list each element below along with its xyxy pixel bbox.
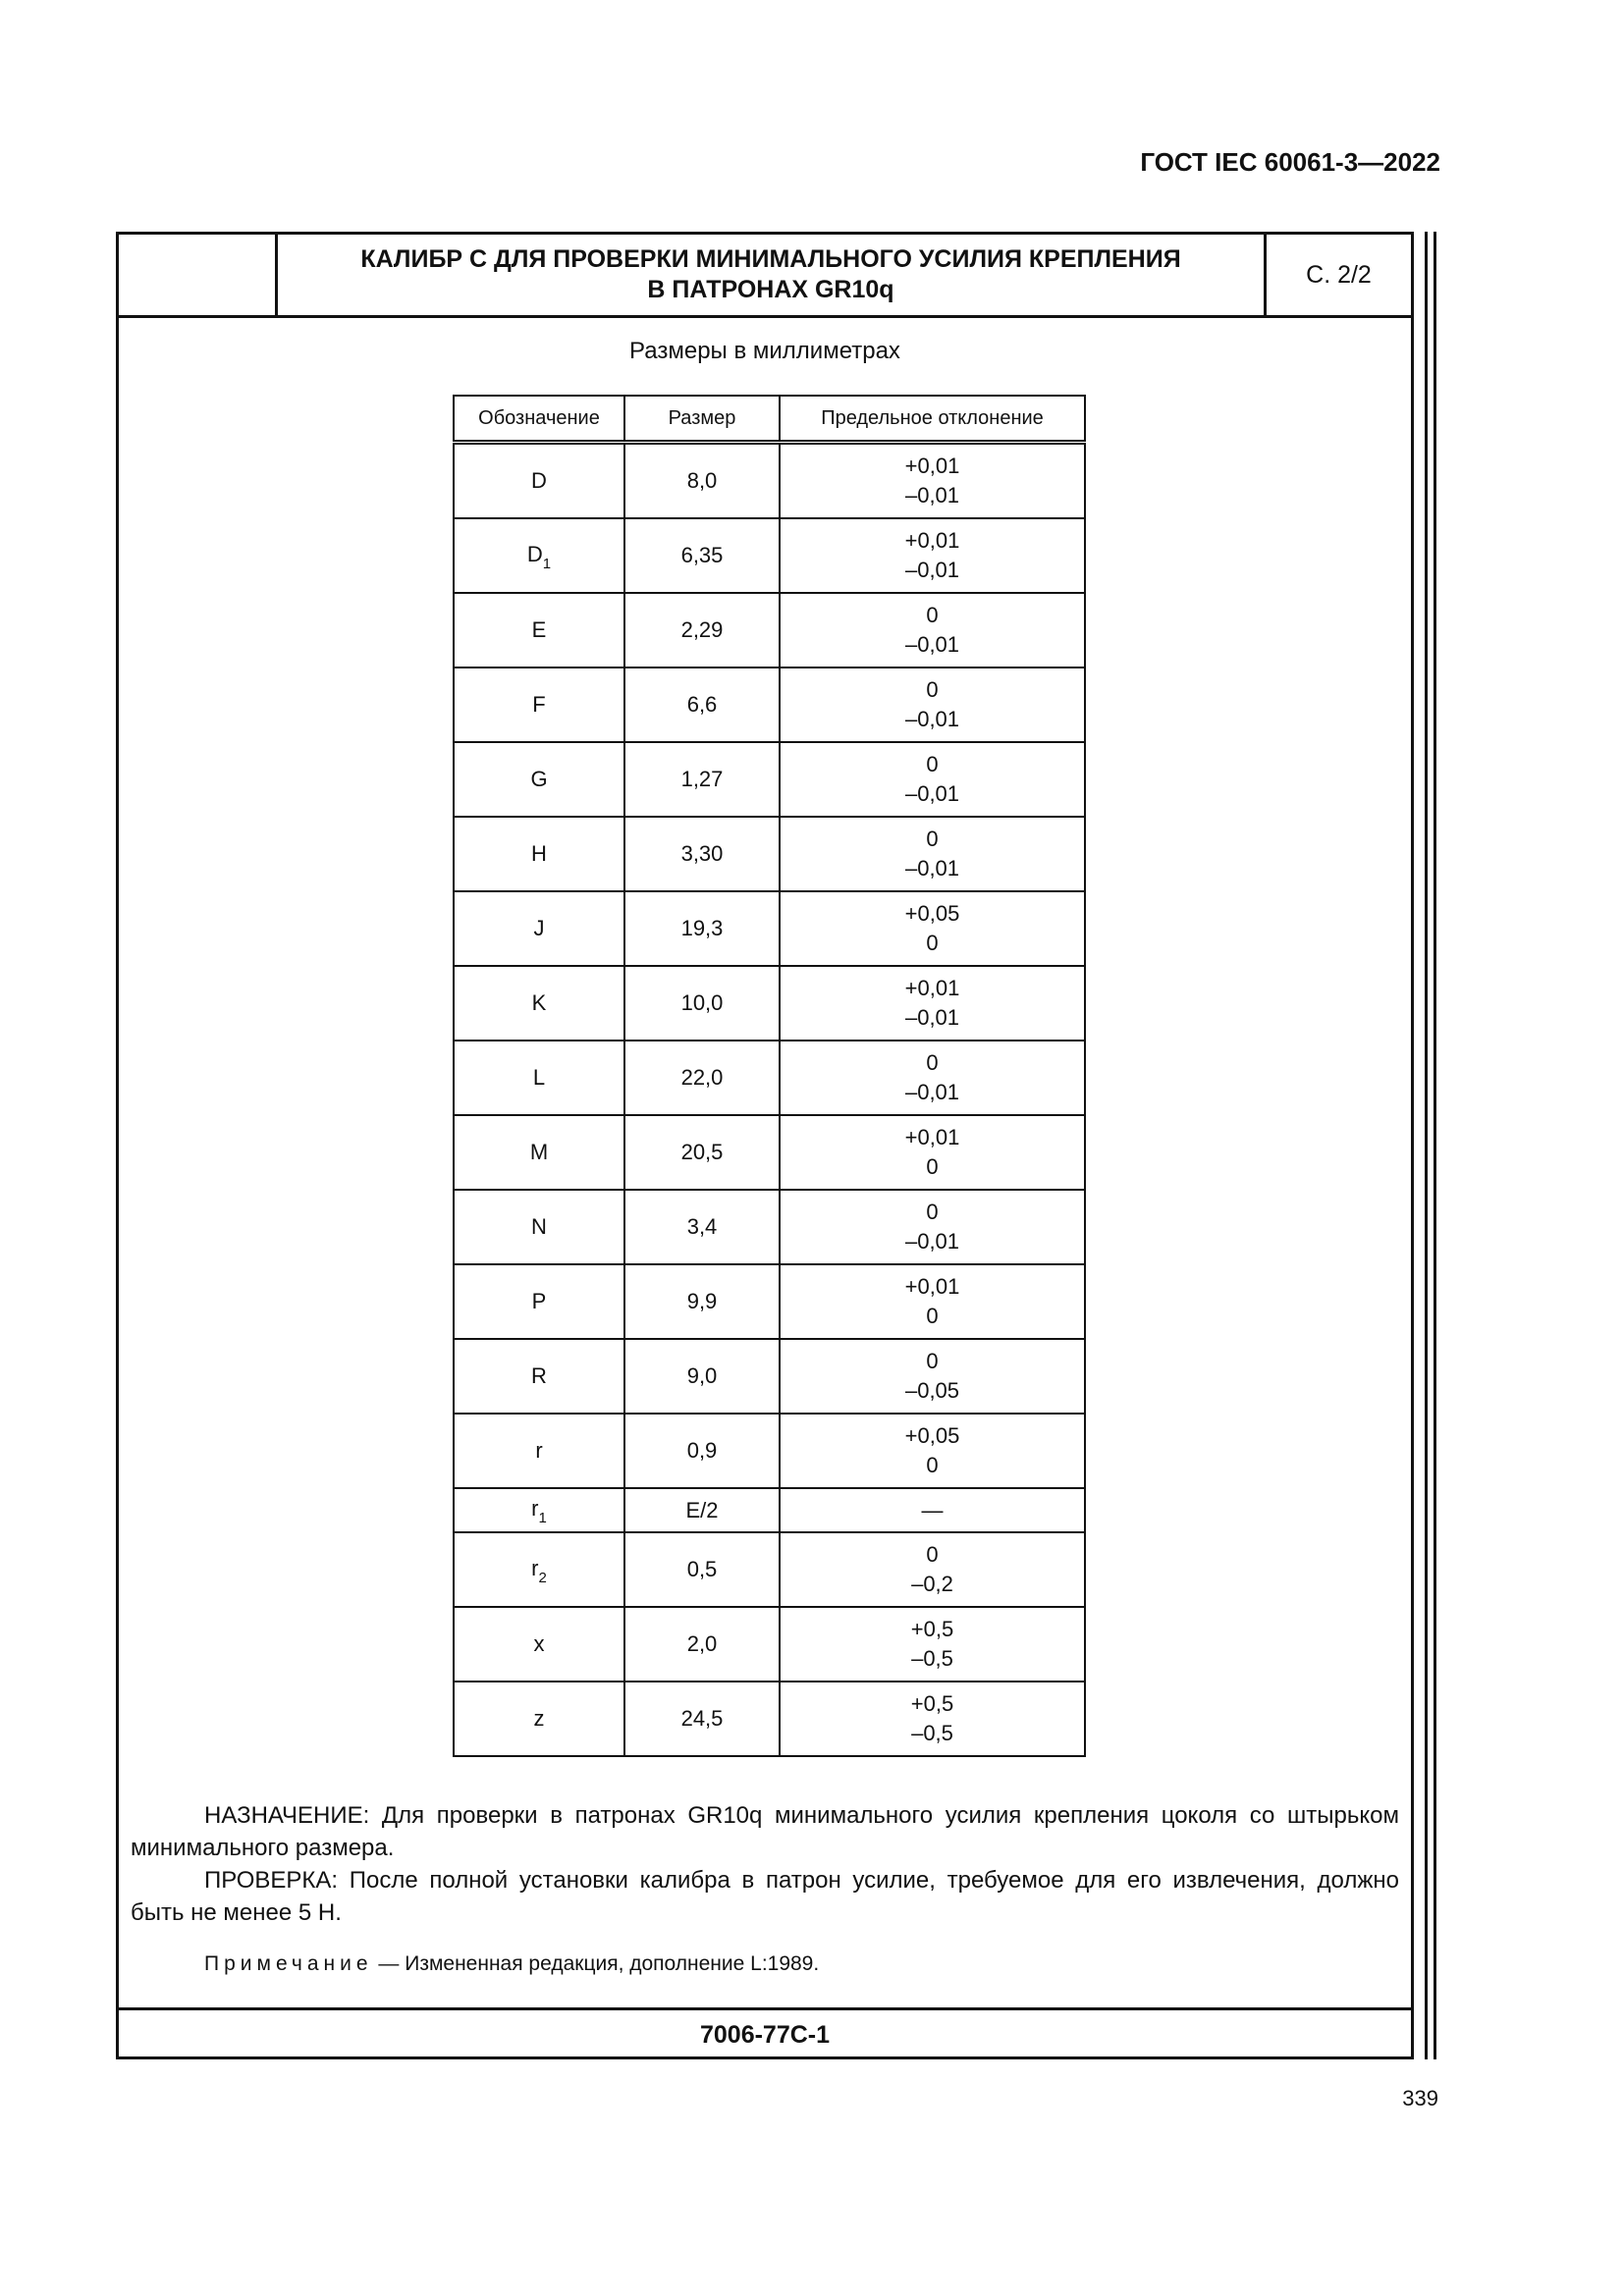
symbol-text: L bbox=[532, 1065, 546, 1090]
symbol-cell bbox=[454, 966, 624, 1041]
deviation-cell bbox=[780, 593, 1085, 667]
upper-deviation: +0,01 bbox=[904, 1274, 960, 1299]
symbol-cell bbox=[454, 1682, 624, 1756]
deviation-cell bbox=[780, 1190, 1085, 1264]
symbol-cell bbox=[454, 1607, 624, 1682]
table-row bbox=[454, 1682, 1085, 1756]
upper-deviation: 0 bbox=[926, 1200, 939, 1224]
size-cell: 24,5 bbox=[624, 1682, 780, 1756]
table-row bbox=[454, 966, 1085, 1041]
size-cell: 20,5 bbox=[624, 1115, 780, 1190]
check-paragraph: ПРОВЕРКА: После полной установки калибра в патрон усилие, требуемое для его извлечения, должно быть не менее 5 Н. bbox=[131, 1867, 1399, 1926]
upper-deviation: +0,05 bbox=[904, 1423, 960, 1448]
size-cell: 3,4 bbox=[624, 1190, 780, 1264]
table-row bbox=[454, 1607, 1085, 1682]
symbol-subscript: 1 bbox=[538, 1510, 547, 1526]
column-header-size: Размер bbox=[624, 396, 780, 443]
size-cell: 0,9 bbox=[624, 1414, 780, 1488]
lower-deviation: –0,01 bbox=[904, 483, 960, 507]
upper-deviation: +0,01 bbox=[904, 976, 960, 1000]
upper-deviation: +0,01 bbox=[904, 528, 960, 553]
deviation-cell bbox=[780, 1115, 1085, 1190]
upper-deviation: +0,01 bbox=[904, 454, 960, 478]
upper-deviation: 0 bbox=[926, 752, 939, 776]
size-cell: 10,0 bbox=[624, 966, 780, 1041]
deviation-cell bbox=[780, 1414, 1085, 1488]
table-header-row bbox=[454, 396, 1085, 443]
sheet-title-line-1: КАЛИБР С ДЛЯ ПРОВЕРКИ МИНИМАЛЬНОГО УСИЛИЯ КРЕПЛЕНИЯ bbox=[360, 245, 1181, 273]
table-row bbox=[454, 742, 1085, 817]
deviation-cell bbox=[780, 1532, 1085, 1607]
size-cell: 2,29 bbox=[624, 593, 780, 667]
deviation-cell bbox=[780, 1041, 1085, 1115]
lower-deviation: –0,01 bbox=[904, 1229, 960, 1254]
lower-deviation: 0 bbox=[926, 1304, 939, 1328]
lower-deviation: 0 bbox=[926, 1453, 939, 1477]
dimensions-table bbox=[453, 395, 1086, 1757]
size-cell: 9,0 bbox=[624, 1339, 780, 1414]
table-row bbox=[454, 1190, 1085, 1264]
frame-double-rule-outer bbox=[1434, 232, 1436, 2059]
sheet-title-line-2: В ПАТРОНАХ GR10q bbox=[647, 276, 894, 303]
symbol-text: J bbox=[533, 916, 545, 940]
symbol-cell bbox=[454, 667, 624, 742]
symbol-text: D bbox=[526, 541, 543, 566]
sheet-frame bbox=[116, 232, 1414, 2059]
size-cell: 6,35 bbox=[624, 518, 780, 593]
lower-deviation: –0,01 bbox=[904, 781, 960, 806]
note-label: Примечание bbox=[204, 1952, 373, 1975]
size-cell: 22,0 bbox=[624, 1041, 780, 1115]
symbol-text: N bbox=[531, 1214, 547, 1239]
size-cell: 19,3 bbox=[624, 891, 780, 966]
table-row bbox=[454, 518, 1085, 593]
symbol-cell bbox=[454, 1532, 624, 1607]
deviation-cell bbox=[780, 1264, 1085, 1339]
deviation-cell bbox=[780, 518, 1085, 593]
page-number: 339 bbox=[1402, 2086, 1438, 2110]
symbol-cell bbox=[454, 518, 624, 593]
table-row bbox=[454, 891, 1085, 966]
lower-deviation: –0,01 bbox=[904, 558, 960, 582]
upper-deviation: — bbox=[921, 1497, 944, 1522]
table-row bbox=[454, 1414, 1085, 1488]
column-header-symbol: Обозначение bbox=[454, 396, 624, 443]
upper-deviation: 0 bbox=[926, 1349, 939, 1373]
lower-deviation: –0,01 bbox=[904, 707, 960, 731]
deviation-cell bbox=[780, 667, 1085, 742]
sheet-title bbox=[278, 235, 1267, 315]
size-cell: 6,6 bbox=[624, 667, 780, 742]
symbol-subscript: 2 bbox=[538, 1569, 547, 1586]
deviation-cell bbox=[780, 817, 1085, 891]
table-row bbox=[454, 593, 1085, 667]
symbol-cell bbox=[454, 1041, 624, 1115]
lower-deviation: –0,01 bbox=[904, 1080, 960, 1104]
upper-deviation: 0 bbox=[926, 1542, 939, 1567]
lower-deviation: –0,2 bbox=[911, 1572, 953, 1596]
upper-deviation: +0,5 bbox=[910, 1691, 954, 1716]
upper-deviation: 0 bbox=[926, 677, 939, 702]
symbol-text: F bbox=[532, 692, 546, 717]
lower-deviation: –0,5 bbox=[911, 1646, 953, 1671]
symbol-cell bbox=[454, 891, 624, 966]
column-header-deviation: Предельное отклонение bbox=[780, 396, 1085, 443]
symbol-cell bbox=[454, 817, 624, 891]
upper-deviation: 0 bbox=[926, 827, 939, 851]
symbol-text: D bbox=[531, 468, 547, 493]
table-row bbox=[454, 1532, 1085, 1607]
symbol-cell bbox=[454, 1339, 624, 1414]
units-caption: Размеры в миллиметрах bbox=[629, 338, 900, 364]
deviation-cell bbox=[780, 891, 1085, 966]
lower-deviation: –0,01 bbox=[904, 856, 960, 881]
symbol-text: M bbox=[529, 1140, 549, 1164]
table-row bbox=[454, 1041, 1085, 1115]
lower-deviation: 0 bbox=[926, 1154, 939, 1179]
deviation-cell bbox=[780, 1339, 1085, 1414]
note-text: — Измененная редакция, дополнение L:1989. bbox=[372, 1952, 820, 1975]
lower-deviation: –0,05 bbox=[904, 1378, 960, 1403]
symbol-subscript: 1 bbox=[542, 555, 552, 572]
upper-deviation: +0,05 bbox=[904, 901, 960, 926]
size-cell: 9,9 bbox=[624, 1264, 780, 1339]
deviation-cell bbox=[780, 966, 1085, 1041]
symbol-text: r bbox=[535, 1438, 543, 1463]
lower-deviation: –0,01 bbox=[904, 1005, 960, 1030]
upper-deviation: 0 bbox=[926, 1050, 939, 1075]
header-row bbox=[119, 235, 1411, 318]
symbol-text: z bbox=[533, 1706, 545, 1731]
size-cell: 8,0 bbox=[624, 443, 780, 519]
symbol-text: x bbox=[533, 1631, 545, 1656]
table-row bbox=[454, 667, 1085, 742]
symbol-text: E bbox=[531, 617, 547, 642]
symbol-text: R bbox=[531, 1363, 547, 1388]
lower-deviation: –0,01 bbox=[904, 632, 960, 657]
document-code: ГОСТ IEC 60061-3—2022 bbox=[1140, 147, 1440, 177]
sheet-number: С. 2/2 bbox=[1306, 260, 1372, 289]
deviation-cell bbox=[780, 1682, 1085, 1756]
upper-deviation: +0,01 bbox=[904, 1125, 960, 1149]
upper-deviation: 0 bbox=[926, 603, 939, 627]
deviation-cell bbox=[780, 742, 1085, 817]
symbol-text: G bbox=[530, 767, 548, 791]
frame-double-rule-inner bbox=[1425, 232, 1428, 2059]
symbol-text: r bbox=[531, 1555, 539, 1580]
symbol-cell bbox=[454, 1488, 624, 1532]
size-cell: E/2 bbox=[624, 1488, 780, 1532]
size-cell: 1,27 bbox=[624, 742, 780, 817]
table-row bbox=[454, 1264, 1085, 1339]
symbol-cell bbox=[454, 593, 624, 667]
table-row bbox=[454, 1488, 1085, 1532]
note bbox=[204, 1952, 819, 1976]
deviation-cell bbox=[780, 443, 1085, 519]
deviation-cell bbox=[780, 1488, 1085, 1532]
symbol-cell bbox=[454, 1264, 624, 1339]
size-cell: 0,5 bbox=[624, 1532, 780, 1607]
symbol-text: P bbox=[531, 1289, 547, 1313]
lower-deviation: –0,5 bbox=[911, 1721, 953, 1745]
symbol-text: K bbox=[531, 990, 547, 1015]
table-row bbox=[454, 817, 1085, 891]
symbol-text: r bbox=[531, 1496, 539, 1521]
symbol-text: H bbox=[531, 841, 547, 866]
size-cell: 3,30 bbox=[624, 817, 780, 891]
table-row bbox=[454, 1115, 1085, 1190]
header-empty-cell bbox=[119, 235, 278, 315]
purpose-paragraph: НАЗНАЧЕНИЕ: Для проверки в патронах GR10q минимального усилия крепления цоколя со штырьком минимального размера. bbox=[131, 1802, 1399, 1861]
symbol-cell bbox=[454, 742, 624, 817]
lower-deviation: 0 bbox=[926, 931, 939, 955]
table-row bbox=[454, 1339, 1085, 1414]
footer-code: 7006-77С-1 bbox=[119, 2007, 1411, 2059]
table-row bbox=[454, 443, 1085, 519]
symbol-cell bbox=[454, 443, 624, 519]
upper-deviation: +0,5 bbox=[910, 1617, 954, 1641]
symbol-cell bbox=[454, 1414, 624, 1488]
symbol-cell bbox=[454, 1115, 624, 1190]
size-cell: 2,0 bbox=[624, 1607, 780, 1682]
deviation-cell bbox=[780, 1607, 1085, 1682]
symbol-cell bbox=[454, 1190, 624, 1264]
